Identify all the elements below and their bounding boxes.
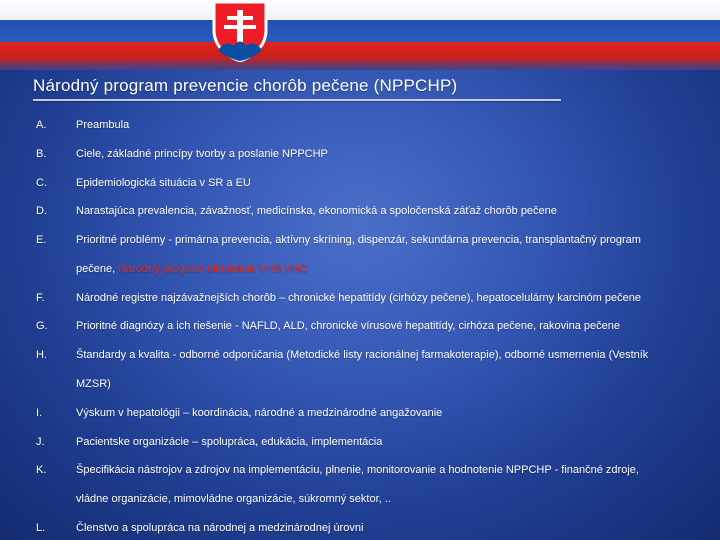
- item-letter: A.: [36, 119, 47, 131]
- item-text: Prioritné problémy - primárna prevencia, aktívny skríning, dispenzár, sekundárna prevencia, transplantačný program: [76, 234, 641, 246]
- item-letter: I.: [36, 407, 43, 419]
- item-text: Národné registre najzávažnejších chorôb – chronické hepatitídy (cirhózy pečene), hepatocelulárny karcinóm pečene: [76, 292, 641, 304]
- item-letter: C.: [36, 177, 47, 189]
- flag-banner: [0, 0, 720, 70]
- item-letter: L.: [36, 522, 46, 534]
- item-letter: K.: [36, 464, 47, 476]
- item-text: Výskum v hepatológii – koordinácia, národné a medzinárodné angažovanie: [76, 407, 443, 419]
- item-text: Prioritné diagnózy a ich riešenie - NAFLD, ALD, chronické vírusové hepatitídy, cirhóza pečene, rakovina pečene: [76, 320, 620, 332]
- item-text-continued: [76, 263, 308, 275]
- coat-of-arms-icon: [210, 0, 270, 62]
- item-letter: J.: [36, 436, 45, 448]
- item-letter: H.: [36, 349, 47, 361]
- item-text: Narastajúca prevalencia, závažnosť, medicínska, ekonomická a spoločenská záťaž chorôb pečene: [76, 205, 557, 217]
- item-text-prefix: pečene,: [76, 263, 119, 275]
- title-underline: [33, 99, 561, 101]
- flag-fade: [0, 58, 720, 70]
- item-text: Ciele, základné princípy tvorby a poslanie NPPCHP: [76, 148, 328, 160]
- item-text: Epidemiologická situácia v SR a EU: [76, 177, 251, 189]
- item-letter: D.: [36, 205, 47, 217]
- item-letter: E.: [36, 234, 47, 246]
- item-text-continued: vládne organizácie, mimovládne organizácie, súkromný sektor, ..: [76, 493, 391, 505]
- item-text: Špecifikácia nástrojov a zdrojov na implementáciu, plnenie, monitorovanie a hodnotenie NPPCHP - finančné zdroje,: [76, 464, 639, 476]
- item-text: Preambula: [76, 119, 130, 131]
- item-text: Pacientske organizácie – spolupráca, edukácia, implementácia: [76, 436, 383, 448]
- item-text: Členstvo a spolupráca na národnej a medzinárodnej úrovni: [76, 522, 364, 534]
- flag-stripe-blue: [0, 20, 720, 42]
- highlighted-program-link: Národný program eliminácie VHB,VHC: [118, 263, 308, 275]
- item-letter: F.: [36, 292, 45, 304]
- item-text: Štandardy a kvalita - odborné odporúčania (Metodické listy racionálnej farmakoterapie), odborné usmernenia (Vestník: [76, 349, 649, 361]
- item-text-continued: MZSR): [76, 378, 111, 390]
- flag-stripe-white: [0, 0, 720, 20]
- item-letter: G.: [36, 320, 48, 332]
- slide-title: Národný program prevencie chorôb pečene (NPPCHP): [33, 76, 458, 95]
- item-letter: B.: [36, 148, 47, 160]
